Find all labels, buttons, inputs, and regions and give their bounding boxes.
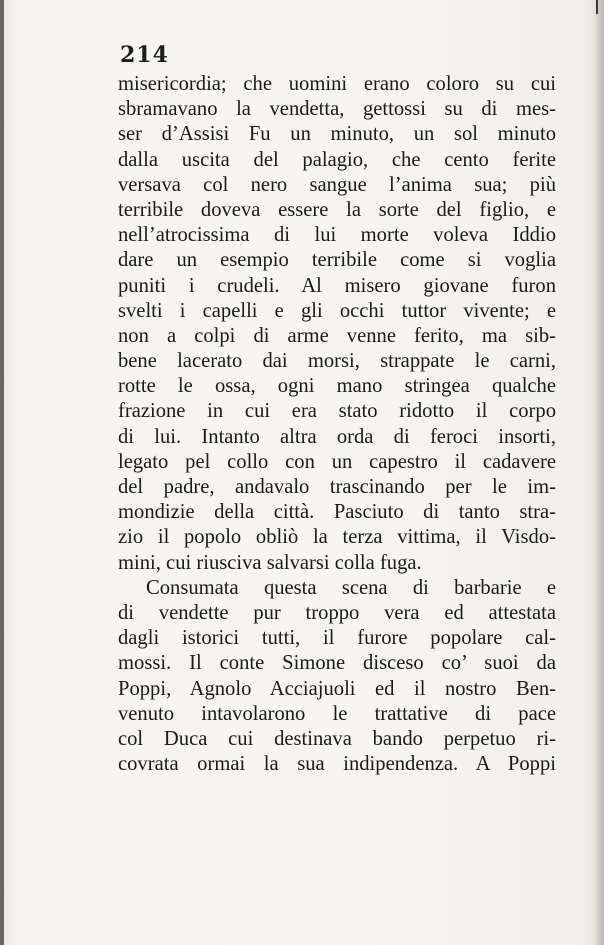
text-line: frazione in cui era stato ridotto il corpo: [118, 400, 556, 423]
text-line-paragraph-end: mini, cui riusciva salvarsi colla fuga.: [118, 551, 422, 574]
text-line: mondizie della città. Pasciuto di tanto stra-: [118, 501, 556, 524]
text-line: venuto intavolarono le trattative di pace: [118, 702, 556, 725]
text-line: di vendette pur troppo vera ed attestata: [118, 601, 556, 624]
text-line: puniti i crudeli. Al misero giovane furon: [118, 274, 556, 297]
text-line: nell’atrocissima di lui morte voleva Iddio: [118, 224, 556, 247]
text-line: bene lacerato dai morsi, strappate le carni,: [118, 350, 556, 373]
text-line-paragraph-start: Consumata questa scena di barbarie e: [146, 576, 556, 599]
text-line: di lui. Intanto altra orda di feroci insorti,: [118, 425, 556, 448]
text-line: Poppi, Agnolo Acciajuoli ed il nostro Ben-: [118, 677, 556, 700]
text-line: dagli istorici tutti, il furore popolare cal-: [118, 627, 556, 650]
text-line: dare un esempio terribile come si voglia: [118, 249, 556, 272]
text-line: ser d’Assisi Fu un minuto, un sol minuto: [118, 123, 556, 146]
text-line: mossi. Il conte Simone disceso co’ suoi da: [118, 652, 556, 675]
text-line: terribile doveva essere la sorte del figlio, e: [118, 198, 556, 221]
text-line: dalla uscita del palagio, che cento ferite: [118, 148, 556, 171]
text-line: versava col nero sangue l’anima sua; più: [118, 173, 556, 196]
text-line: non a colpi di arme venne ferito, ma sib-: [118, 324, 556, 347]
text-line: misericordia; che uomini erano coloro su cui: [118, 73, 556, 95]
text-line: del padre, andavalo trascinando per le im-: [118, 476, 556, 498]
text-line: svelti i capelli e gli occhi tuttor vivente; e: [118, 299, 556, 322]
text-line: legato pel collo con un capestro il cadavere: [118, 450, 556, 473]
text-line: zio il popolo obliò la terza vittima, il Visdo-: [118, 526, 556, 549]
page-number: 214: [120, 42, 169, 68]
text-line: covrata ormai la sua indipendenza. A Poppi: [118, 753, 556, 776]
text-line: rotte le ossa, ogni mano stringea qualche: [118, 375, 556, 398]
body-text: [118, 72, 556, 777]
text-line: sbramavano la vendetta, gettossi su di mes-: [118, 98, 556, 121]
text-line: col Duca cui destinava bando perpetuo ri-: [118, 727, 556, 750]
page-edge-mark: [596, 0, 598, 14]
